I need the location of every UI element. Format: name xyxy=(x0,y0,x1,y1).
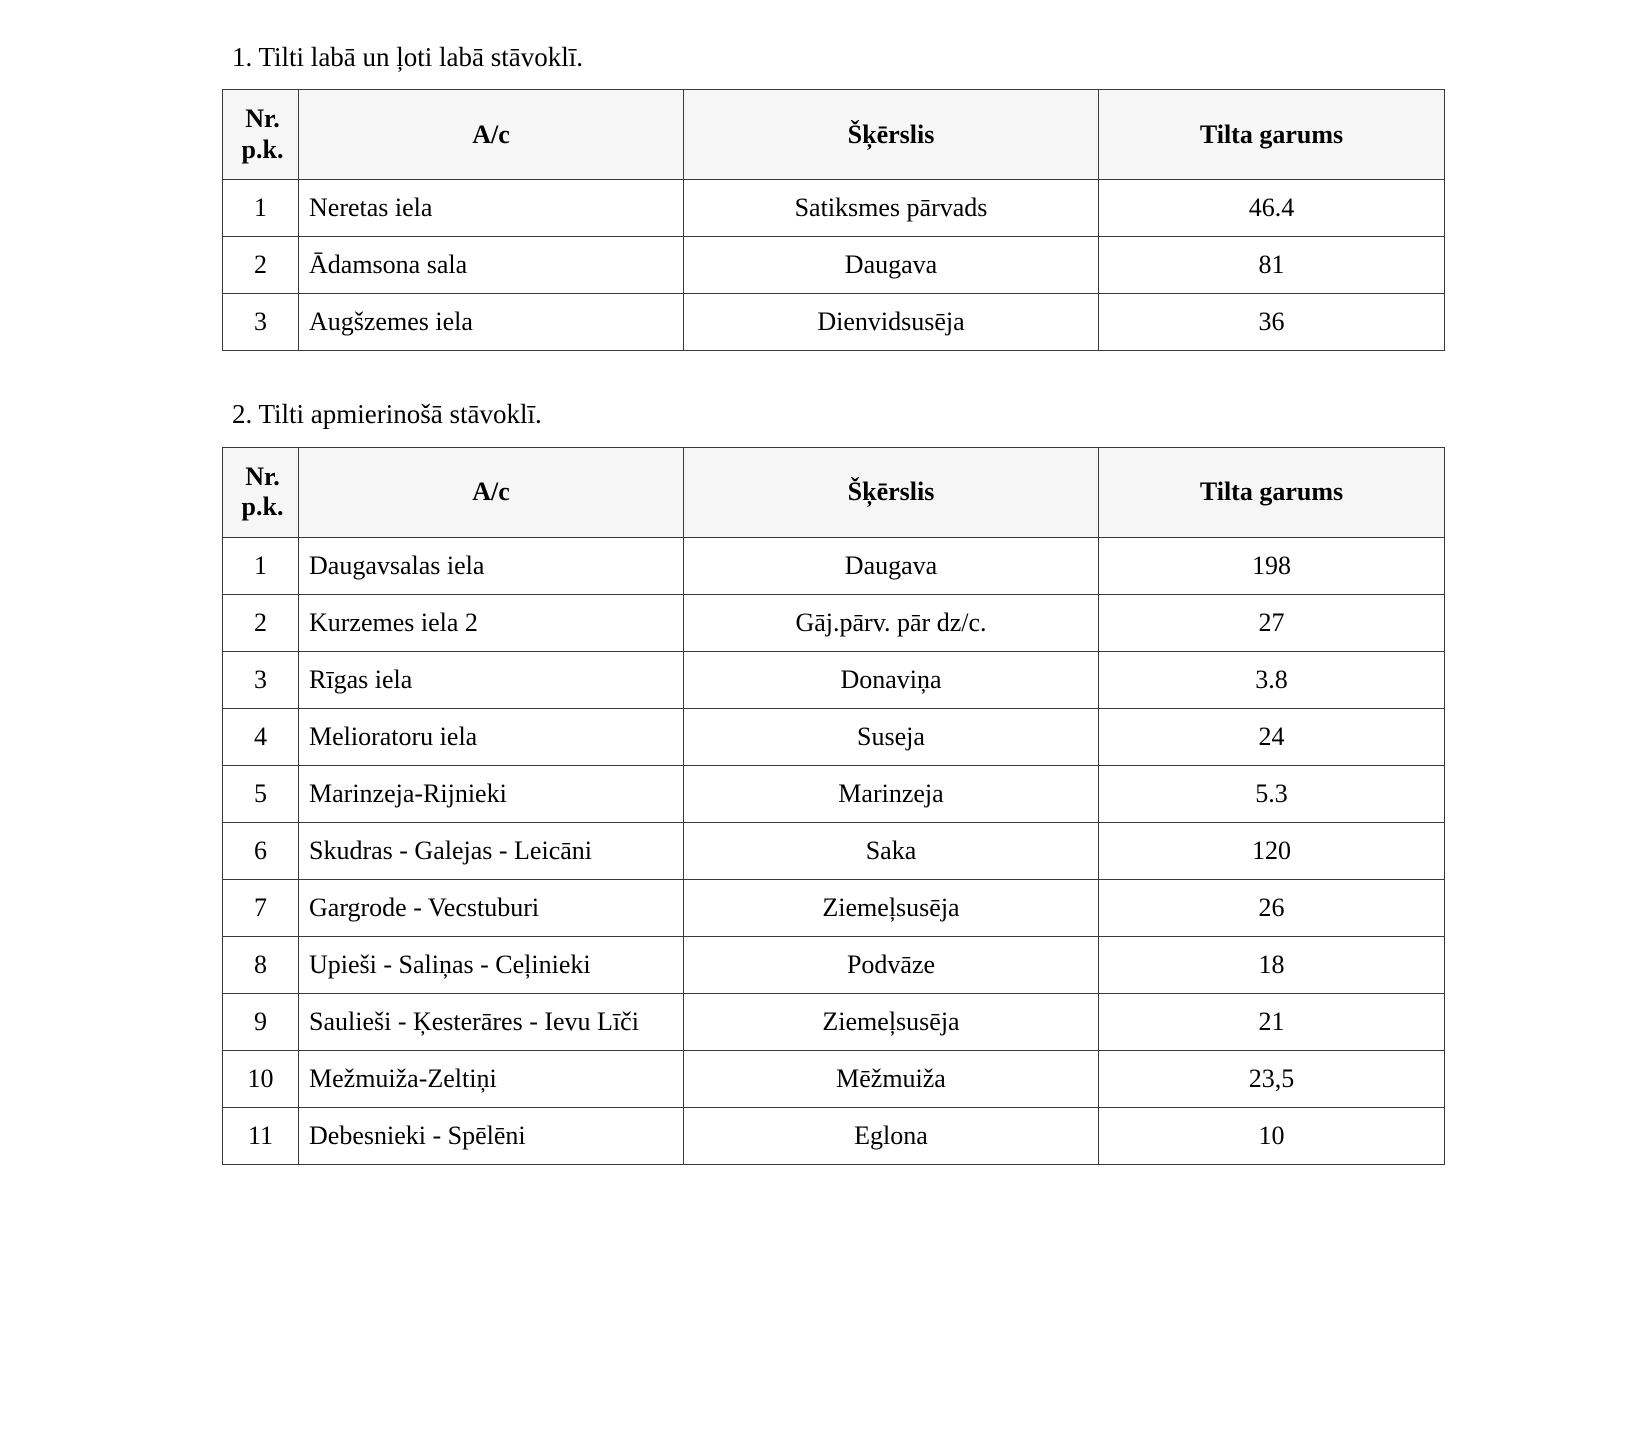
cell-road: Daugavsalas iela xyxy=(299,537,684,594)
cell-road: Rīgas iela xyxy=(299,651,684,708)
cell-number: 7 xyxy=(223,879,299,936)
cell-length: 5.3 xyxy=(1099,765,1445,822)
bridges-table-1 xyxy=(222,89,1445,351)
table-header-row xyxy=(223,447,1445,537)
section-satisfactory-condition-bridges xyxy=(222,397,1439,1164)
column-header-road: A/c xyxy=(299,90,684,180)
table-row xyxy=(223,651,1445,708)
cell-length: 23,5 xyxy=(1099,1050,1445,1107)
table-row xyxy=(223,537,1445,594)
cell-length: 3.8 xyxy=(1099,651,1445,708)
cell-obstacle: Marinzeja xyxy=(684,765,1099,822)
table-row xyxy=(223,879,1445,936)
cell-number: 9 xyxy=(223,993,299,1050)
cell-length: 18 xyxy=(1099,936,1445,993)
cell-obstacle: Podvāze xyxy=(684,936,1099,993)
table-row xyxy=(223,237,1445,294)
cell-length: 120 xyxy=(1099,822,1445,879)
cell-obstacle: Eglona xyxy=(684,1107,1099,1164)
section-title: 2. Tilti apmierinošā stāvoklī. xyxy=(232,399,542,430)
cell-length: 26 xyxy=(1099,879,1445,936)
table-row xyxy=(223,294,1445,351)
cell-number: 4 xyxy=(223,708,299,765)
cell-number: 10 xyxy=(223,1050,299,1107)
cell-road: Ādamsona sala xyxy=(299,237,684,294)
cell-number: 11 xyxy=(223,1107,299,1164)
cell-length: 36 xyxy=(1099,294,1445,351)
bridges-table-2 xyxy=(222,447,1445,1165)
cell-number: 3 xyxy=(223,651,299,708)
cell-number: 2 xyxy=(223,594,299,651)
cell-road: Upieši - Saliņas - Ceļinieki xyxy=(299,936,684,993)
cell-obstacle: Donaviņa xyxy=(684,651,1099,708)
cell-road: Gargrode - Vecstuburi xyxy=(299,879,684,936)
cell-length: 198 xyxy=(1099,537,1445,594)
table-row xyxy=(223,1107,1445,1164)
column-header-road: A/c xyxy=(299,447,684,537)
cell-obstacle: Gāj.pārv. pār dz/c. xyxy=(684,594,1099,651)
table-body xyxy=(223,537,1445,1164)
cell-number: 6 xyxy=(223,822,299,879)
cell-length: 24 xyxy=(1099,708,1445,765)
table-row xyxy=(223,180,1445,237)
column-header-length: Tilta garums xyxy=(1099,90,1445,180)
table-row xyxy=(223,708,1445,765)
table-header-row xyxy=(223,90,1445,180)
cell-road: Saulieši - Ķesterāres - Ievu Līči xyxy=(299,993,684,1050)
cell-obstacle: Dienvidsusēja xyxy=(684,294,1099,351)
table-row xyxy=(223,993,1445,1050)
table-row xyxy=(223,822,1445,879)
table-body xyxy=(223,180,1445,351)
cell-road: Skudras - Galejas - Leicāni xyxy=(299,822,684,879)
cell-length: 27 xyxy=(1099,594,1445,651)
cell-number: 8 xyxy=(223,936,299,993)
cell-obstacle: Daugava xyxy=(684,237,1099,294)
cell-obstacle: Ziemeļsusēja xyxy=(684,879,1099,936)
table-row xyxy=(223,594,1445,651)
cell-road: Augšzemes iela xyxy=(299,294,684,351)
column-header-length: Tilta garums xyxy=(1099,447,1445,537)
cell-road: Melioratoru iela xyxy=(299,708,684,765)
table-header xyxy=(223,90,1445,180)
column-header-number: Nr. p.k. xyxy=(223,90,299,180)
section-title: 1. Tilti labā un ļoti labā stāvoklī. xyxy=(232,42,583,72)
cell-length: 10 xyxy=(1099,1107,1445,1164)
cell-length: 46.4 xyxy=(1099,180,1445,237)
table-row xyxy=(223,936,1445,993)
table-header xyxy=(223,447,1445,537)
cell-obstacle: Mēžmuiža xyxy=(684,1050,1099,1107)
cell-road: Kurzemes iela 2 xyxy=(299,594,684,651)
column-header-number: Nr. p.k. xyxy=(223,447,299,537)
cell-number: 1 xyxy=(223,180,299,237)
cell-number: 2 xyxy=(223,237,299,294)
column-header-obstacle: Šķērslis xyxy=(684,447,1099,537)
cell-obstacle: Suseja xyxy=(684,708,1099,765)
cell-number: 1 xyxy=(223,537,299,594)
table-row xyxy=(223,1050,1445,1107)
cell-obstacle: Daugava xyxy=(684,537,1099,594)
cell-number: 3 xyxy=(223,294,299,351)
cell-obstacle: Ziemeļsusēja xyxy=(684,993,1099,1050)
cell-number: 5 xyxy=(223,765,299,822)
table-row xyxy=(223,765,1445,822)
cell-road: Debesnieki - Spēlēni xyxy=(299,1107,684,1164)
column-header-obstacle: Šķērslis xyxy=(684,90,1099,180)
cell-length: 21 xyxy=(1099,993,1445,1050)
cell-obstacle: Satiksmes pārvads xyxy=(684,180,1099,237)
cell-obstacle: Saka xyxy=(684,822,1099,879)
cell-road: Mežmuiža-Zeltiņi xyxy=(299,1050,684,1107)
cell-length: 81 xyxy=(1099,237,1445,294)
section-good-condition-bridges xyxy=(222,40,1439,351)
cell-road: Neretas iela xyxy=(299,180,684,237)
cell-road: Marinzeja-Rijnieki xyxy=(299,765,684,822)
